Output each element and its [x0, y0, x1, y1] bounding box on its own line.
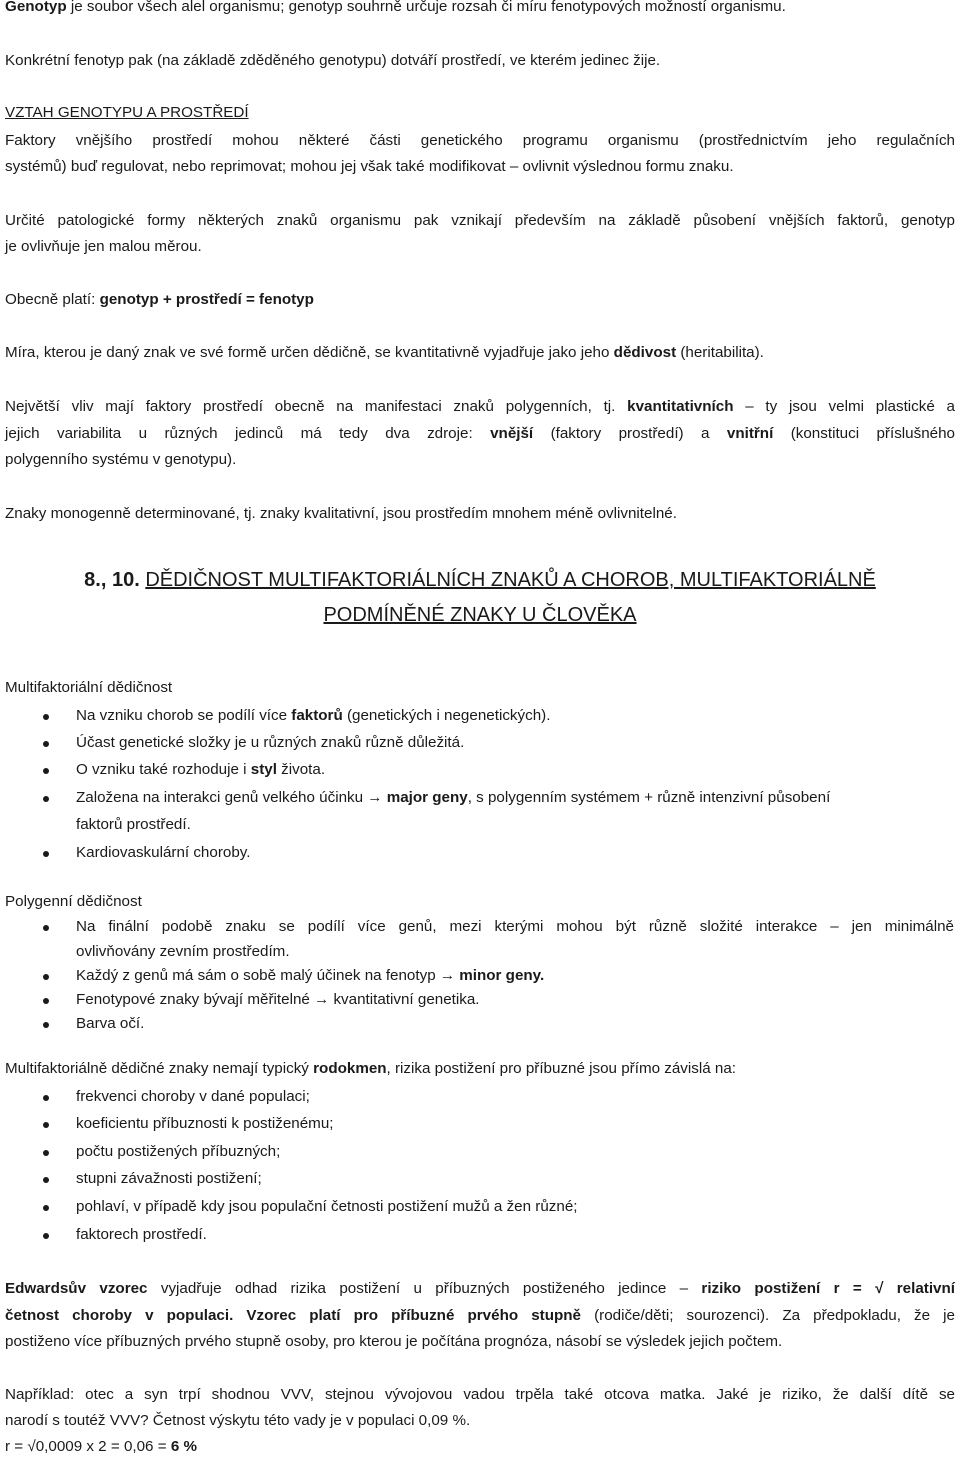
edwards-rule: četnost choroby v populaci. Vzorec platí pro příbuzné prvého stupně	[5, 1307, 581, 1324]
polygenic-text: – ty jsou velmi plastické a	[733, 398, 955, 415]
polygenic-text: (faktory prostředí) a	[533, 425, 727, 442]
bullet-dot	[43, 974, 49, 980]
list-text: , s polygenním systémem + různě intenzivní působení	[467, 789, 831, 806]
paragraph-monogenic: Znaky monogenně determinované, tj. znaky kvalitativní, jsou prostředím mnohem méně ovlivnitelné.	[5, 505, 677, 522]
paragraph-pathologic-line: Určité patologické formy některých znaků organismu pak vznikají především na základě působení vnějších faktorů, genotyp	[5, 212, 955, 229]
term-vnejsi: vnější	[490, 425, 534, 442]
list-item-continuation: ovlivňovány zevním prostředím.	[76, 943, 290, 960]
chapter-title: PODMÍNĚNÉ ZNAKY U ČLOVĚKA	[323, 604, 637, 626]
paragraph-genotype	[5, 0, 786, 17]
subheading-polygenic: Polygenní dědičnost	[5, 893, 142, 910]
list-item	[76, 966, 544, 986]
paragraph-polygenic-line	[5, 397, 955, 417]
example-calculation	[5, 1437, 197, 1457]
bullet-dot	[43, 796, 49, 802]
bullet-dot	[43, 1095, 49, 1101]
term-minor-geny: minor geny.	[459, 967, 545, 984]
bullet-dot	[43, 714, 49, 720]
section-heading: VZTAH GENOTYPU A PROSTŘEDÍ	[5, 104, 249, 121]
subheading-multifactorial: Multifaktoriální dědičnost	[5, 679, 173, 696]
list-item: stupni závažnosti postižení;	[76, 1170, 262, 1187]
list-text: Na vzniku chorob se podílí více	[76, 707, 292, 724]
term-vnitrni: vnitřní	[726, 425, 774, 442]
list-item: pohlaví, v případě kdy jsou populační četnosti postižení mužů a žen různé;	[76, 1198, 578, 1215]
chapter-title: DĚDIČNOST MULTIFAKTORIÁLNÍCH ZNAKŮ A CHOROB, MULTIFAKTORIÁLNĚ	[145, 569, 876, 591]
edwards-formula: riziko postižení r = √ relativní	[701, 1280, 955, 1297]
term-rodokmen: rodokmen	[313, 1060, 387, 1077]
term-major-geny: major geny	[386, 789, 468, 806]
risk-text: Multifaktoriálně dědičné znaky nemají typický	[5, 1060, 314, 1077]
rule-formula: genotyp + prostředí = fenotyp	[99, 291, 314, 308]
paragraph-example-line: narodí s toutéž VVV? Četnost výskytu této vady je v populaci 0,09 %.	[5, 1412, 471, 1429]
rule-intro: Obecně platí:	[5, 291, 100, 308]
paragraph-edwards-line	[5, 1279, 955, 1299]
list-text: Každý z genů má sám o sobě malý účinek na fenotyp →	[76, 967, 460, 984]
risk-text: , rizika postižení pro příbuzné jsou přímo závislá na:	[386, 1060, 737, 1077]
paragraph-edwards-line	[5, 1306, 955, 1326]
bullet-dot	[43, 925, 49, 931]
bullet-dot	[43, 1205, 49, 1211]
bullet-dot	[43, 1233, 49, 1239]
calc-text: r = √0,0009 x 2 = 0,06 =	[5, 1438, 171, 1455]
section-line: Faktory vnějšího prostředí mohou některé části genetického programu organismu (prostřednictvím jeho regulačních	[5, 132, 955, 149]
edwards-text: vyjadřuje odhad rizika postižení u příbuzných postiženého jedince –	[147, 1280, 702, 1297]
list-item: Kardiovaskulární choroby.	[76, 844, 251, 861]
bullet-dot	[43, 1022, 49, 1028]
heritability-text: Míra, kterou je daný znak ve své formě určen dědičně, se kvantitativně vyjadřuje jako jeho	[5, 344, 614, 361]
paragraph-general-rule	[5, 290, 314, 310]
list-item	[76, 760, 325, 780]
term-styl: styl	[250, 761, 277, 778]
polygenic-text: (konstituci příslušného	[773, 425, 956, 442]
term-kvantitativnich: kvantitativních	[627, 398, 734, 415]
paragraph-risk-intro	[5, 1059, 736, 1079]
paragraph-phenotype: Konkrétní fenotyp pak (na základě zděděného genotypu) dotváří prostředí, ve kterém jedinec žije.	[5, 52, 661, 69]
polygenic-text: Největší vliv mají faktory prostředí obecně na manifestaci znaků polygenních, tj.	[5, 398, 628, 415]
list-item: frekvenci choroby v dané populaci;	[76, 1088, 310, 1105]
paragraph-polygenic-line: polygenního systému v genotypu).	[5, 451, 237, 468]
list-item: koeficientu příbuznosti k postiženému;	[76, 1115, 334, 1132]
list-item: Fenotypové znaky bývají měřitelné → kvantitativní genetika.	[76, 991, 480, 1008]
list-item: Barva očí.	[76, 1015, 145, 1032]
bullet-dot	[43, 998, 49, 1004]
bullet-dot	[43, 1150, 49, 1156]
term-genotyp: Genotyp	[5, 0, 67, 15]
paragraph-edwards-line: postiženo více příbuzných prvého stupně osoby, pro kterou je počítána prognóza, násobí se výsledek jejich počtem.	[5, 1333, 783, 1350]
bullet-dot	[43, 1122, 49, 1128]
edwards-text: (rodiče/děti; sourozenci). Za předpokladu, že je	[581, 1307, 955, 1324]
paragraph-heritability	[5, 343, 764, 363]
list-item	[76, 706, 550, 726]
paragraph-polygenic-line	[5, 424, 955, 444]
list-item: Účast genetické složky je u různých znaků různě důležitá.	[76, 734, 465, 751]
list-text: (genetických i negenetických).	[342, 707, 551, 724]
chapter-title-line	[0, 602, 960, 628]
section-line: systémů) buď regulovat, nebo reprimovat; mohou jej však také modifikovat – ovlivnit výslednou formu znaku.	[5, 158, 734, 175]
bullet-dot	[43, 851, 49, 857]
polygenic-text: jejich variabilita u různých jedinců má tedy dva zdroje:	[5, 425, 491, 442]
calc-result: 6 %	[170, 1438, 197, 1455]
list-item: Na finální podobě znaku se podílí více genů, mezi kterými mohou být různě složité interakce – jen minimálně	[76, 918, 954, 935]
term-dedivost: dědivost	[613, 344, 677, 361]
bullet-dot	[43, 768, 49, 774]
list-item: počtu postižených příbuzných;	[76, 1143, 281, 1160]
heritability-text: (heritabilita).	[676, 344, 764, 361]
term-edwardsuv-vzorec: Edwardsův vzorec	[5, 1280, 148, 1297]
list-text: Založena na interakci genů velkého účinku →	[76, 789, 387, 806]
paragraph-example-line: Například: otec a syn trpí shodnou VVV, stejnou vývojovou vadou trpěla také otcova matka. Jaké je riziko, že další dítě se	[5, 1386, 955, 1403]
bullet-dot	[43, 1177, 49, 1183]
list-item-continuation: faktorů prostředí.	[76, 816, 191, 833]
paragraph-text: je soubor všech alel organismu; genotyp souhrně určuje rozsah či míru fenotypových možností organismu.	[66, 0, 786, 15]
chapter-number: 8., 10.	[84, 569, 146, 591]
term-faktoru: faktorů	[291, 707, 343, 724]
list-text: O vzniku také rozhoduje i	[76, 761, 251, 778]
chapter-title-line	[0, 567, 960, 593]
list-item: faktorech prostředí.	[76, 1226, 207, 1243]
list-item	[76, 788, 830, 808]
bullet-dot	[43, 741, 49, 747]
list-text: života.	[276, 761, 326, 778]
paragraph-pathologic-line: je ovlivňuje jen malou měrou.	[5, 238, 202, 255]
